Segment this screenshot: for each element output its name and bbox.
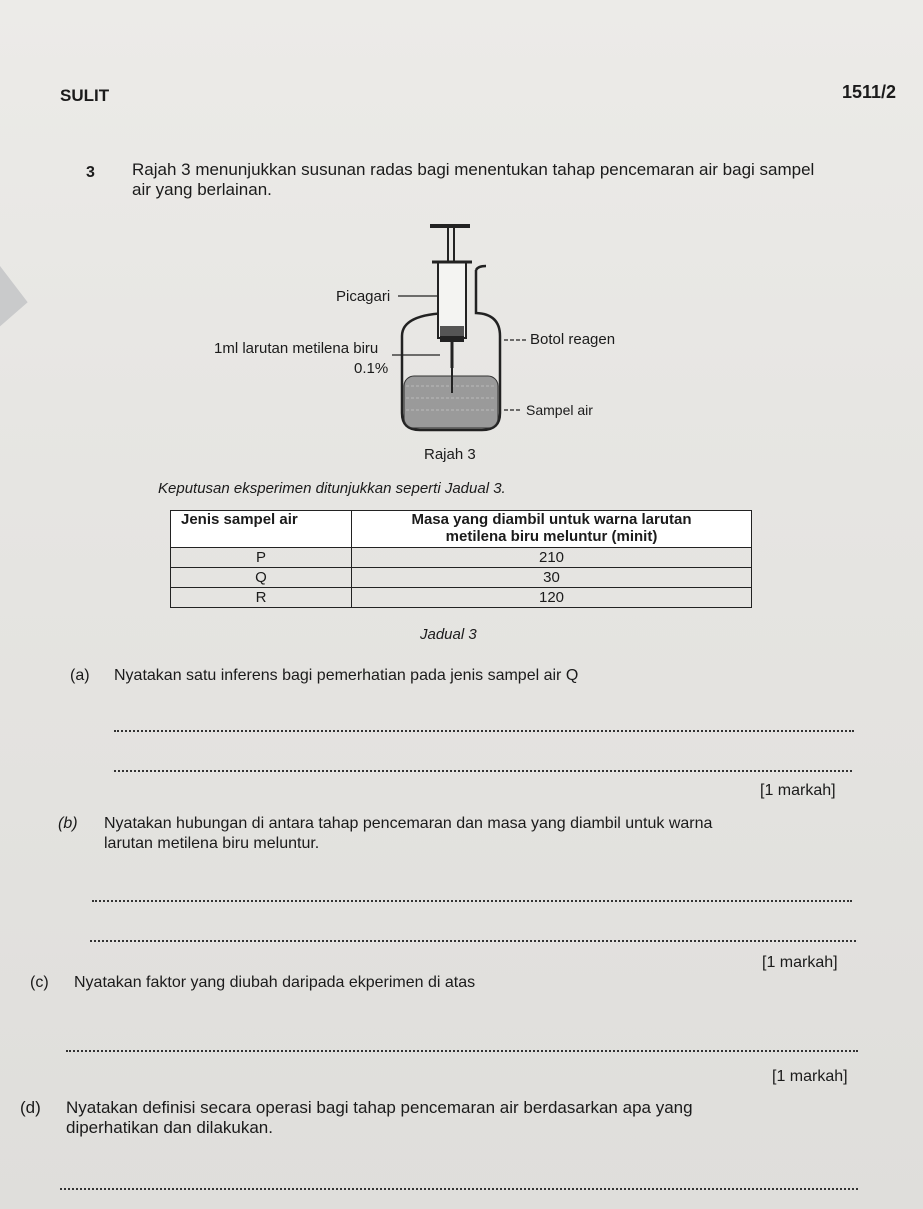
diagram-caption: Rajah 3 [424,446,476,463]
header-sulit: SULIT [60,86,110,105]
part-b-text-line1: Nyatakan hubungan di antara tahap pencemaran dan masa yang diambil untuk warna [104,815,713,832]
answer-line-b1[interactable] [92,900,852,902]
part-a-marks: [1 markah] [760,782,836,799]
header-time-line2: metilena biru meluntur (minit) [445,528,658,545]
row-sample: Q [171,568,352,588]
header-sample: Jenis sampel air [171,511,352,548]
table-caption: Jadual 3 [420,626,477,643]
answer-line-c1[interactable] [66,1050,858,1052]
answer-line-a1[interactable] [114,730,854,732]
row-sample: P [171,548,352,568]
table-row [171,568,752,588]
header-time-line1: Masa yang diambil untuk warna larutan [411,511,692,528]
label-methylene-line2: 0.1% [354,360,389,377]
question-intro-line1: Rajah 3 menunjukkan susunan radas bagi menentukan tahap pencemaran air bagi sampel [132,160,815,179]
label-water-sample: Sampel air [526,402,593,418]
header-time [352,511,752,548]
answer-line-d1[interactable] [60,1188,858,1190]
results-table [170,510,752,608]
answer-line-a2[interactable] [114,770,852,772]
part-d-text-line2: diperhatikan dan dilakukan. [66,1118,273,1137]
part-d-label: (d) [20,1098,41,1117]
answer-line-b2[interactable] [90,940,856,942]
apparatus-diagram [380,218,540,438]
question-number: 3 [86,164,95,181]
part-d-text-line1: Nyatakan definisi secara operasi bagi tahap pencemaran air berdasarkan apa yang [66,1098,693,1117]
row-time: 210 [352,548,752,568]
table-row [171,548,752,568]
part-c-marks: [1 markah] [772,1068,848,1085]
part-a-label: (a) [70,667,90,684]
part-a-text: Nyatakan satu inferens bagi pemerhatian pada jenis sampel air Q [114,667,579,684]
row-sample: R [171,588,352,608]
table-header-row [171,511,752,548]
row-time: 30 [352,568,752,588]
methylene-blue-liquid [440,326,464,336]
row-time: 120 [352,588,752,608]
label-methylene-line1: 1ml larutan metilena biru [214,340,379,357]
table-row [171,588,752,608]
header-code: 1511/2 [842,82,897,102]
syringe-plunger-handle [430,224,470,228]
part-b-text-line2: larutan metilena biru meluntur. [104,835,320,852]
part-c-text: Nyatakan faktor yang diubah daripada ekperimen di atas [74,974,476,991]
label-syringe: Picagari [336,288,391,305]
question-intro-line2: air yang berlainan. [132,180,272,199]
label-reagent-bottle: Botol reagen [530,331,616,348]
part-b-marks: [1 markah] [762,954,838,971]
part-c-label: (c) [30,974,49,991]
result-statement: Keputusan eksperimen ditunjukkan seperti Jadual 3. [158,480,506,497]
part-b-label: (b) [58,815,78,832]
